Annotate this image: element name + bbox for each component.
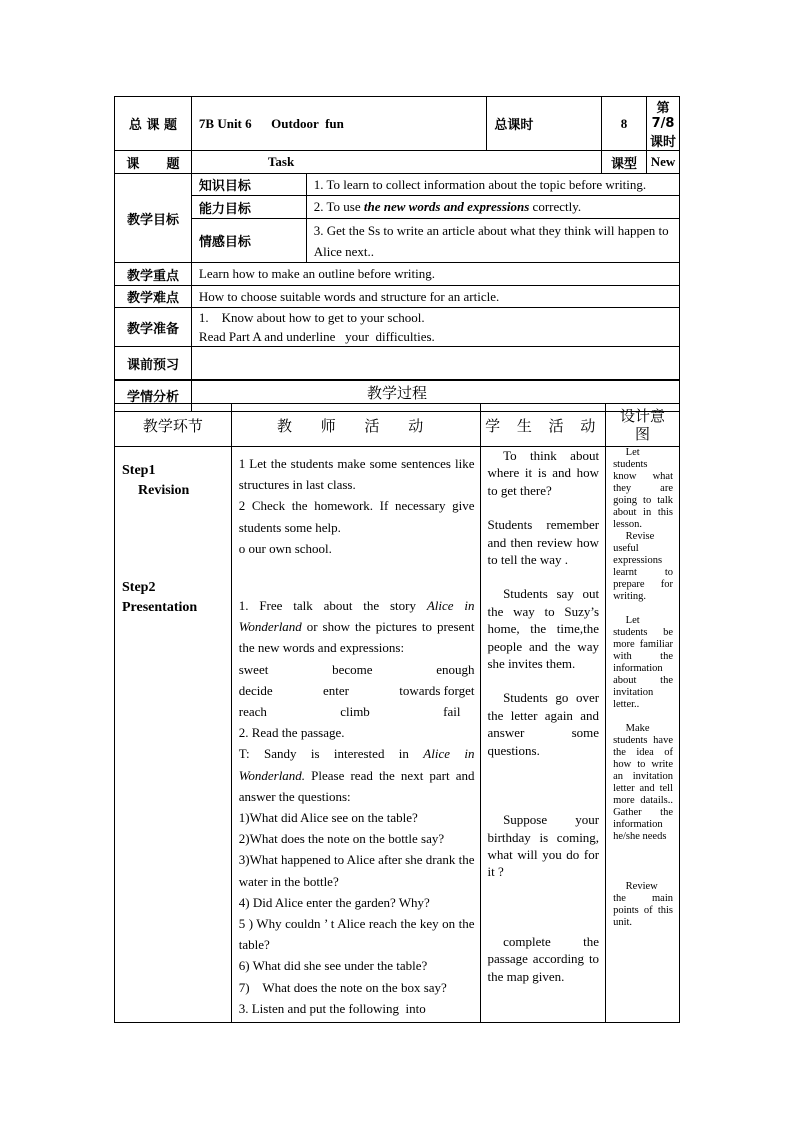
- design-item: Make students have the idea of how to write an invitation letter and tell more datails.. Gather the information he/she needs: [613, 723, 673, 842]
- question-item: 7) What does the note on the box say?: [238, 979, 447, 995]
- student-item: Suppose your birthday is coming, what will you do for it ?: [487, 812, 600, 880]
- column-student-header: 学 生 活 动: [481, 404, 606, 447]
- design-item: Revise useful expressions learnt to prepare for writing.: [613, 531, 673, 602]
- ability-objective-text: 2. To use the new words and expressions correctly.: [306, 196, 679, 219]
- objectives-label: 教学目标: [115, 174, 192, 263]
- lesson-info-table: [114, 96, 680, 412]
- type-label: 课型: [602, 151, 647, 174]
- total-lessons-value: 8: [602, 97, 647, 151]
- design-item: Let students know what they are going to talk about in this lesson.: [613, 447, 673, 530]
- type-value: New: [646, 151, 679, 174]
- teacher-item: 2. Read the passage.: [238, 725, 345, 741]
- key-points-text: Learn how to make an outline before writing.: [191, 263, 679, 286]
- topic-label: 总 课 题: [115, 97, 192, 151]
- question-item: 6) What did she see under the table?: [238, 958, 428, 974]
- analysis-label: 学情分析: [115, 380, 192, 412]
- preview-label: 课前预习: [115, 347, 192, 380]
- total-lessons-label: 总课时: [487, 97, 602, 151]
- step2-name: Presentation: [122, 600, 198, 615]
- teacher-item: 3. Listen and put the following into: [238, 1000, 426, 1016]
- student-item: Students remember and then review how to tell the way .: [487, 517, 600, 568]
- difficulties-text: How to choose suitable words and structure for an article.: [191, 286, 679, 308]
- knowledge-objective-label: 知识目标: [191, 174, 306, 196]
- steps-column: [115, 447, 232, 1023]
- student-activities: [481, 447, 606, 1023]
- question-item: 2)What does the note on the bottle say?: [238, 831, 445, 847]
- ability-objective-label: 能力目标: [191, 196, 306, 219]
- word-list-row: reach climb fail: [238, 704, 461, 720]
- topic-value: 7B Unit 6 Outdoor fun: [191, 97, 487, 151]
- key-points-label: 教学重点: [115, 263, 192, 286]
- lesson-value: Task: [191, 151, 601, 174]
- teacher-item: o our own school.: [238, 540, 332, 556]
- teacher-item: 1 Let the students make some sentences like structures in last class.: [238, 456, 475, 493]
- question-item: 4) Did Alice enter the garden? Why?: [238, 894, 430, 910]
- preparation-label: 教学准备: [115, 308, 192, 347]
- knowledge-objective-text: 1. To learn to collect information about the topic before writing.: [306, 174, 679, 196]
- step1-name: Revision: [138, 483, 190, 498]
- difficulties-label: 教学难点: [115, 286, 192, 308]
- student-item: Students go over the letter again and answer some questions.: [487, 690, 600, 758]
- student-item: Students say out the way to Suzy’s home, the time,the people and the way she invites them.: [487, 586, 600, 672]
- emotion-objective-label: 情感目标: [191, 219, 306, 263]
- teaching-process-table: [114, 380, 680, 1023]
- column-design-header: 设计意 图: [606, 404, 680, 447]
- teacher-item: 2 Check the homework. If necessary give students some help.: [238, 498, 475, 535]
- column-teacher-header: 教 师 活 动: [231, 404, 481, 447]
- process-title: 教学过程: [115, 381, 680, 404]
- preview-content: [191, 347, 679, 380]
- teacher-item: T: Sandy is interested in Alice in Wonderland. Please read the next part and answer the questions:: [238, 746, 475, 804]
- student-item: To think about where it is and how to get there?: [487, 448, 600, 498]
- question-item: 3)What happened to Alice after she drank the water in the bottle?: [238, 852, 475, 889]
- column-steps-header: 教学环节: [115, 404, 232, 447]
- word-list-row: sweet become enough: [238, 661, 475, 677]
- teacher-item: 1. Free talk about the story Alice in Wonderland or show the pictures to present the new words and expressions:: [238, 598, 475, 656]
- lesson-number: 第 7/8 课时: [646, 97, 679, 151]
- step1-title: Step1: [122, 463, 156, 478]
- design-item: Review the main points of this unit.: [613, 881, 673, 928]
- emotion-objective-text: 3. Get the Ss to write an article about what they think will happen to Alice next..: [306, 219, 679, 263]
- question-item: 1)What did Alice see on the table?: [238, 810, 418, 826]
- preparation-text: 1. Know about how to get to your school. Read Part A and underline your difficulties.: [191, 308, 679, 347]
- teacher-activities: [231, 447, 481, 1023]
- design-intent: [606, 447, 680, 1023]
- step2-title: Step2: [122, 580, 156, 595]
- word-list-row: decide enter towards forget: [238, 682, 475, 698]
- design-item: Let students be more familiar with the information about the invitation letter..: [613, 615, 673, 710]
- lesson-label: 课 题: [115, 151, 192, 174]
- question-item: 5 ) Why couldn ’ t Alice reach the key on the table?: [238, 916, 475, 953]
- student-item: complete the passage according to the map given.: [487, 933, 600, 984]
